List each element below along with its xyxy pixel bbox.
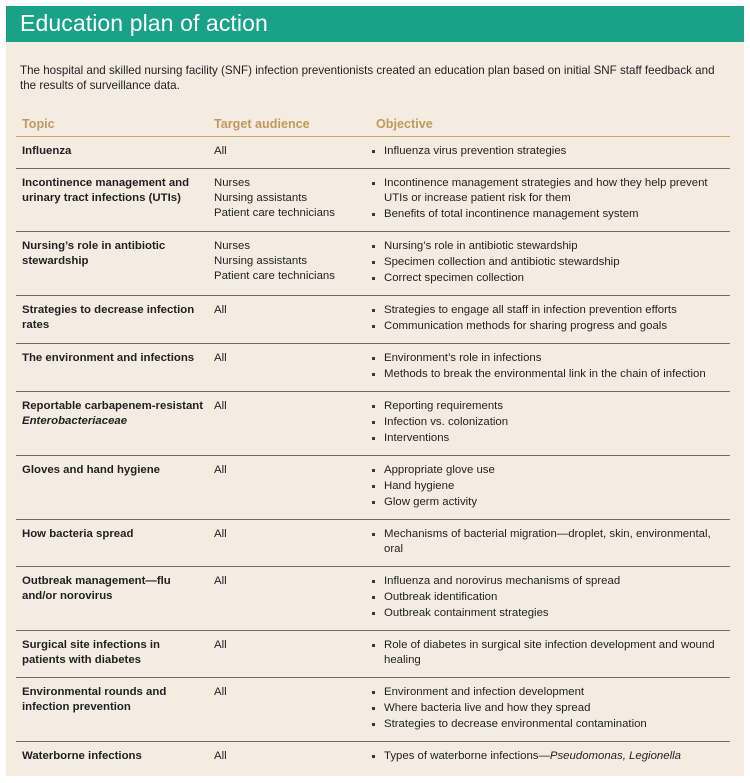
objective-text: Influenza and norovirus mechanisms of spread — [384, 575, 621, 588]
cell-topic: Waterborne infections — [16, 742, 208, 774]
cell-objective — [370, 520, 730, 567]
objective-list — [370, 527, 726, 557]
cell-target-audience — [208, 232, 370, 296]
cell-target-audience — [208, 137, 370, 169]
objective-list — [370, 638, 726, 668]
objective-text: Outbreak identification — [384, 591, 498, 604]
audience-line: All — [214, 750, 227, 763]
objective-text: Types of waterborne infections— — [384, 750, 550, 763]
table-row — [16, 742, 730, 774]
cell-topic: Reportable carbapenem-resistant Enterobacteriaceae — [16, 392, 208, 456]
objective-item — [370, 606, 726, 621]
audience-line: Nurses — [214, 177, 251, 190]
cell-target-audience — [208, 456, 370, 520]
objective-item — [370, 463, 726, 478]
table-row — [16, 296, 730, 344]
audience-line: Patient care technicians — [214, 207, 335, 220]
objective-list — [370, 351, 726, 382]
cell-topic: Gloves and hand hygiene — [16, 456, 208, 520]
cell-target-audience — [208, 392, 370, 456]
objective-list — [370, 176, 726, 222]
cell-objective — [370, 456, 730, 520]
objective-item — [370, 239, 726, 254]
table-row — [16, 344, 730, 392]
cell-target-audience — [208, 296, 370, 344]
objective-text: Appropriate glove use — [384, 464, 495, 477]
objective-item — [370, 701, 726, 716]
objective-item — [370, 717, 726, 732]
audience-line: All — [214, 464, 227, 477]
objective-item — [370, 431, 726, 446]
objective-item — [370, 399, 726, 414]
table-row — [16, 392, 730, 456]
cell-topic: The environment and infections — [16, 344, 208, 392]
table-row — [16, 232, 730, 296]
table-row — [16, 456, 730, 520]
audience-line: All — [214, 528, 227, 541]
education-plan-table — [16, 105, 730, 773]
cell-target-audience — [208, 631, 370, 678]
objective-item — [370, 351, 726, 366]
cell-topic: Incontinence management and urinary tract infections (UTIs) — [16, 169, 208, 232]
audience-line: All — [214, 639, 227, 652]
table-row — [16, 520, 730, 567]
objective-text: Interventions — [384, 432, 450, 445]
cell-objective — [370, 631, 730, 678]
objective-list — [370, 685, 726, 732]
cell-target-audience — [208, 344, 370, 392]
intro-paragraph: The hospital and skilled nursing facility (SNF) infection preventionists created an education plan based on initial SNF staff feedback and the results of surveillance data. — [20, 63, 715, 93]
objective-list — [370, 303, 726, 334]
objective-item — [370, 176, 726, 206]
objective-item — [370, 255, 726, 270]
cell-target-audience — [208, 567, 370, 631]
table-row — [16, 678, 730, 742]
objective-item — [370, 271, 726, 286]
cell-objective — [370, 742, 730, 774]
objective-item — [370, 207, 726, 222]
objective-text: Glow germ activity — [384, 496, 478, 509]
cell-objective — [370, 169, 730, 232]
audience-line: All — [214, 575, 227, 588]
objective-text: Communication methods for sharing progress and goals — [384, 320, 668, 333]
column-header-objective: Objective — [370, 105, 730, 137]
objective-item — [370, 144, 726, 159]
objective-item — [370, 303, 726, 318]
objective-text: Strategies to engage all staff in infection prevention efforts — [384, 304, 677, 317]
cell-objective — [370, 344, 730, 392]
column-header-topic: Topic — [16, 105, 208, 137]
education-plan-panel — [6, 6, 744, 776]
objective-item — [370, 495, 726, 510]
objective-item — [370, 638, 726, 668]
objective-list — [370, 239, 726, 286]
cell-topic: Influenza — [22, 145, 72, 158]
page-title: Education plan of action — [20, 9, 268, 36]
objective-text: Infection vs. colonization — [384, 416, 509, 429]
objective-list — [370, 399, 726, 446]
objective-item — [370, 590, 726, 605]
table-row — [16, 631, 730, 678]
objective-item — [370, 319, 726, 334]
objective-text: Environment and infection development — [384, 686, 585, 699]
objective-list — [370, 574, 726, 621]
cell-topic: Outbreak management—flu and/or norovirus — [16, 567, 208, 631]
objective-text: Specimen collection and antibiotic stewardship — [384, 256, 620, 269]
objective-text: Methods to break the environmental link in the chain of infection — [384, 368, 706, 381]
objective-item — [370, 479, 726, 494]
table-row — [16, 567, 730, 631]
objective-item — [370, 367, 726, 382]
panel-header — [6, 6, 744, 42]
cell-target-audience — [208, 169, 370, 232]
cell-target-audience — [208, 742, 370, 774]
objective-text: Hand hygiene — [384, 480, 455, 493]
objective-list — [370, 463, 726, 510]
objective-text: Outbreak containment strategies — [384, 607, 549, 620]
objective-text: Correct specimen collection — [384, 272, 524, 285]
panel-bottom-spacer — [6, 773, 744, 776]
objective-text: Where bacteria live and how they spread — [384, 702, 591, 715]
table-row — [16, 137, 730, 169]
cell-objective — [370, 392, 730, 456]
objective-item — [370, 685, 726, 700]
objective-list — [370, 749, 726, 764]
cell-target-audience — [208, 678, 370, 742]
objective-italic-term: Pseudomonas, Legionella — [549, 750, 681, 763]
audience-line: All — [214, 145, 227, 158]
audience-line: Patient care technicians — [214, 270, 335, 283]
cell-topic: Surgical site infections in patients with diabetes — [16, 631, 208, 678]
objective-text: Incontinence management strategies and how they help prevent UTIs or increase patient risk for them — [384, 177, 708, 205]
cell-objective — [370, 567, 730, 631]
cell-objective — [370, 232, 730, 296]
audience-line: All — [214, 352, 227, 365]
cell-topic: How bacteria spread — [16, 520, 208, 567]
objective-list — [370, 144, 726, 159]
audience-line: All — [214, 400, 227, 413]
objective-item — [370, 527, 726, 557]
objective-text: Influenza virus prevention strategies — [384, 145, 567, 158]
objective-item — [370, 749, 726, 764]
objective-text: Nursing’s role in antibiotic stewardship — [384, 240, 578, 253]
objective-item — [370, 415, 726, 430]
objective-text: Strategies to decrease environmental contamination — [384, 718, 647, 731]
table-header — [16, 105, 730, 137]
audience-line: Nursing assistants — [214, 192, 308, 205]
objective-item — [370, 574, 726, 589]
cell-topic: Nursing’s role in antibiotic stewardship — [16, 232, 208, 296]
audience-line: All — [214, 304, 227, 317]
objective-text: Mechanisms of bacterial migration—droplet, skin, environmental, oral — [384, 528, 711, 556]
cell-objective — [370, 296, 730, 344]
cell-objective — [370, 137, 730, 169]
topic-italic-term: Enterobacteriaceae — [22, 415, 128, 428]
cell-topic: Environmental rounds and infection prevention — [16, 678, 208, 742]
column-header-target-audience: Target audience — [208, 105, 370, 137]
table-body — [16, 137, 730, 774]
cell-topic: Strategies to decrease infection rates — [16, 296, 208, 344]
cell-target-audience — [208, 520, 370, 567]
audience-line: Nurses — [214, 240, 251, 253]
table-header-row — [16, 105, 730, 137]
objective-text: Role of diabetes in surgical site infection development and wound healing — [384, 639, 715, 667]
objective-text: Benefits of total incontinence management system — [384, 208, 639, 221]
cell-objective — [370, 678, 730, 742]
audience-line: Nursing assistants — [214, 255, 308, 268]
objective-text: Reporting requirements — [384, 400, 504, 413]
audience-line: All — [214, 686, 227, 699]
objective-text: Environment’s role in infections — [384, 352, 542, 365]
table-row — [16, 169, 730, 232]
